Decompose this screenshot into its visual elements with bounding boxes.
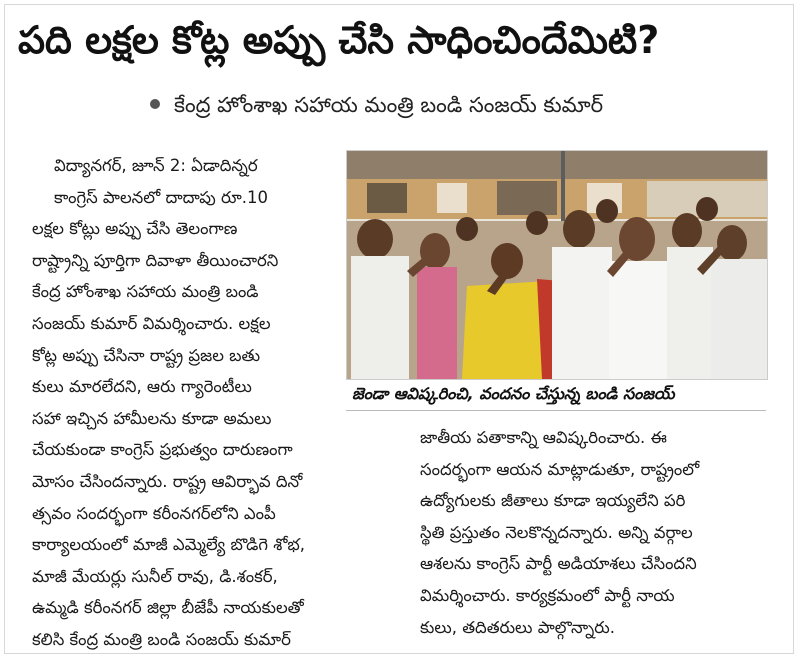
body-line: జాతీయ పతాకాన్ని ఆవిష్కరించారు. ఈ <box>420 428 667 447</box>
photo-caption: జెండా ఆవిష్కరించి, వందనం చేస్తున్న బండి సంజయ్ <box>352 384 675 403</box>
body-line: రాష్ట్రాన్ని పూర్తిగా దివాళా తీయించారని <box>32 250 279 270</box>
body-line: ఆశలను కాంగ్రెస్ పార్టీ అడియాశలు చేసిందని <box>420 554 697 574</box>
news-photo <box>346 150 768 380</box>
body-line: కేంద్ర హోంశాఖ సహాయ మంత్రి బండి <box>32 282 259 302</box>
body-line: స్థితి ప్రస్తుతం నెలకొన్నదన్నారు. అన్ని వర్గాల <box>420 522 693 542</box>
body-line: మోసం చేసిందన్నారు. రాష్ట్ర ఆవిర్భావ దినో <box>32 471 303 491</box>
headline: పది లక్షల కోట్ల అప్పు చేసి సాధించిందేమిటి? <box>18 18 660 62</box>
body-line: మాజీ మేయర్లు సునీల్ రావు, డి.శంకర్, <box>32 566 278 586</box>
body-line: సందర్భంగా ఆయన మాట్లాడుతూ, రాష్ట్రంలో <box>420 459 700 479</box>
subheadline-text: కేంద్ర హోంశాఖ సహాయ మంత్రి బండి సంజయ్ కుమార్ <box>174 93 604 117</box>
caption-divider <box>346 410 766 411</box>
body-line: త్సవం సందర్భంగా కరీంనగర్‌లోని ఎంపీ <box>32 503 276 523</box>
body-line: కులు మారలేదని, ఆరు గ్యారెంటీలు <box>32 377 252 397</box>
body-line: సంజయ్ కుమార్ విమర్శించారు. లక్షల <box>32 313 271 333</box>
body-line: విద్యానగర్, జూన్ 2: ఏడాదిన్నర <box>54 156 258 175</box>
bullet-icon <box>150 99 160 109</box>
body-line: కులు, తదితరులు పాల్గొన్నారు. <box>420 617 615 637</box>
body-line: సహా ఇచ్చిన హామీలను కూడా అమలు <box>32 408 272 428</box>
subheadline <box>150 90 790 120</box>
body-line: కాంగ్రెస్ పాలనలో దాదాపు రూ.10 <box>54 187 269 207</box>
body-line: ఉమ్మడి కరీంనగర్ జిల్లా బీజేపీ నాయకులతో <box>32 598 304 618</box>
body-line: ఉద్యోగులకు జీతాలు కూడా ఇయ్యలేని పరి <box>420 491 686 511</box>
body-line: కోట్ల అప్పు చేసినా రాష్ట్ర ప్రజల బతు <box>32 345 261 365</box>
body-line: విమర్శించారు. కార్యక్రమంలో పార్టీ నాయ <box>420 585 675 605</box>
article-right-column <box>420 422 780 643</box>
body-line: కలిసి కేంద్ర మంత్రి బండి సంజయ్ కుమార్ <box>32 629 291 649</box>
article-left-column <box>32 150 384 656</box>
body-line: లక్షల కోట్లు అప్పు చేసి తెలంగాణ <box>32 219 238 239</box>
body-line: కార్యాలయంలో మాజీ ఎమ్మెల్యే బొడిగె శోభ, <box>32 535 306 555</box>
body-line: చేయకుండా కాంగ్రెస్ ప్రభుత్వం దారుణంగా <box>32 440 293 460</box>
